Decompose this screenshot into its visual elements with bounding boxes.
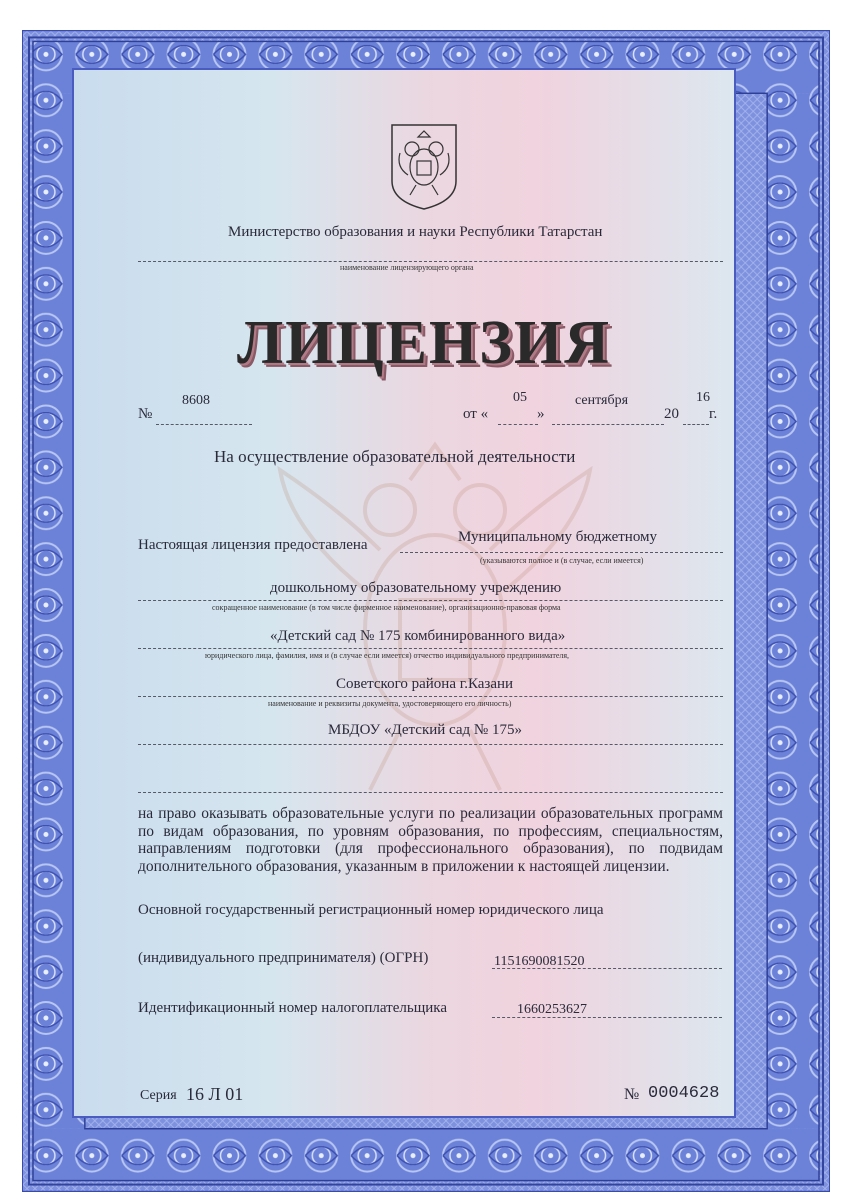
- document-title: ЛИЦЕНЗИЯ: [237, 309, 611, 377]
- holder-name-line-3: «Детский сад № 175 комбинированного вида»: [270, 628, 566, 644]
- year-prefix: 20: [664, 406, 679, 422]
- inn-label: Идентификационный номер налогоплательщика: [138, 1000, 448, 1016]
- date-from-label: от «: [463, 406, 489, 422]
- ogrn-label-1: Основной государственный регистрационный номер юридического лица: [138, 902, 604, 918]
- holder-name-line-2: дошкольному образовательному учреждению: [270, 580, 562, 596]
- date-close-quote: »: [537, 406, 545, 422]
- blank-number: 0004628: [648, 1084, 720, 1103]
- number-line: [156, 424, 252, 425]
- license-number: 8608: [182, 393, 210, 408]
- caption-2: сокращенное наименование (в том числе фирменное наименование), организационно-правовая форма: [212, 603, 561, 612]
- caption-4: наименование и реквизиты документа, удостоверяющего его личность): [268, 699, 512, 708]
- granted-label: Настоящая лицензия предоставлена: [138, 537, 368, 553]
- blank-number-sign: №: [624, 1086, 640, 1103]
- inn-number: 1660253627: [517, 1002, 587, 1017]
- eagle-watermark-icon: [270, 440, 600, 800]
- holder-name-line-1: Муниципальному бюджетному: [458, 529, 658, 545]
- holder-line-6: [138, 792, 723, 793]
- activity-title: На осуществление образовательной деятельности: [214, 447, 576, 466]
- holder-line-2: [138, 600, 723, 601]
- number-sign: №: [138, 406, 153, 422]
- holder-line-4: [138, 696, 723, 697]
- holder-line-5: [138, 744, 723, 745]
- ogrn-label-2: (индивидуального предпринимателя) (ОГРН): [138, 950, 429, 966]
- day-line: [498, 424, 538, 425]
- ogrn-number: 1151690081520: [494, 954, 585, 969]
- holder-short-name: МБДОУ «Детский сад № 175»: [328, 722, 522, 738]
- year-line: [683, 424, 709, 425]
- caption-3: юридического лица, фамилия, имя и (в случае если имеется) отчество индивидуального предпринимателя,: [205, 651, 570, 660]
- caption-1: (указываются полное и (в случае, если имеется): [480, 556, 644, 565]
- authority-line: [138, 261, 723, 262]
- holder-name-line-4: Советского района г.Казани: [336, 676, 514, 692]
- year-suffix: г.: [709, 406, 718, 422]
- series-label: Серия: [140, 1088, 177, 1103]
- series-value: 16 Л 01: [186, 1084, 244, 1104]
- date-month: сентября: [575, 393, 629, 408]
- holder-line-1: [400, 552, 723, 553]
- coat-of-arms-icon: [388, 123, 460, 211]
- rights-paragraph: на право оказывать образовательные услуги по реализации образовательных программ по видам образования, по уровням образования, по профессиям, специальностям, направлениям подготовки (для профессионального образования), по подвидам дополнительного образования, указанным в приложении к настоящей лицензии.: [138, 805, 723, 875]
- authority-caption: наименование лицензирующего органа: [340, 263, 474, 272]
- issuing-authority: Министерство образования и науки Республики Татарстан: [228, 224, 603, 240]
- date-day: 05: [513, 390, 527, 405]
- date-year: 16: [696, 390, 710, 405]
- month-line: [552, 424, 664, 425]
- holder-line-3: [138, 648, 723, 649]
